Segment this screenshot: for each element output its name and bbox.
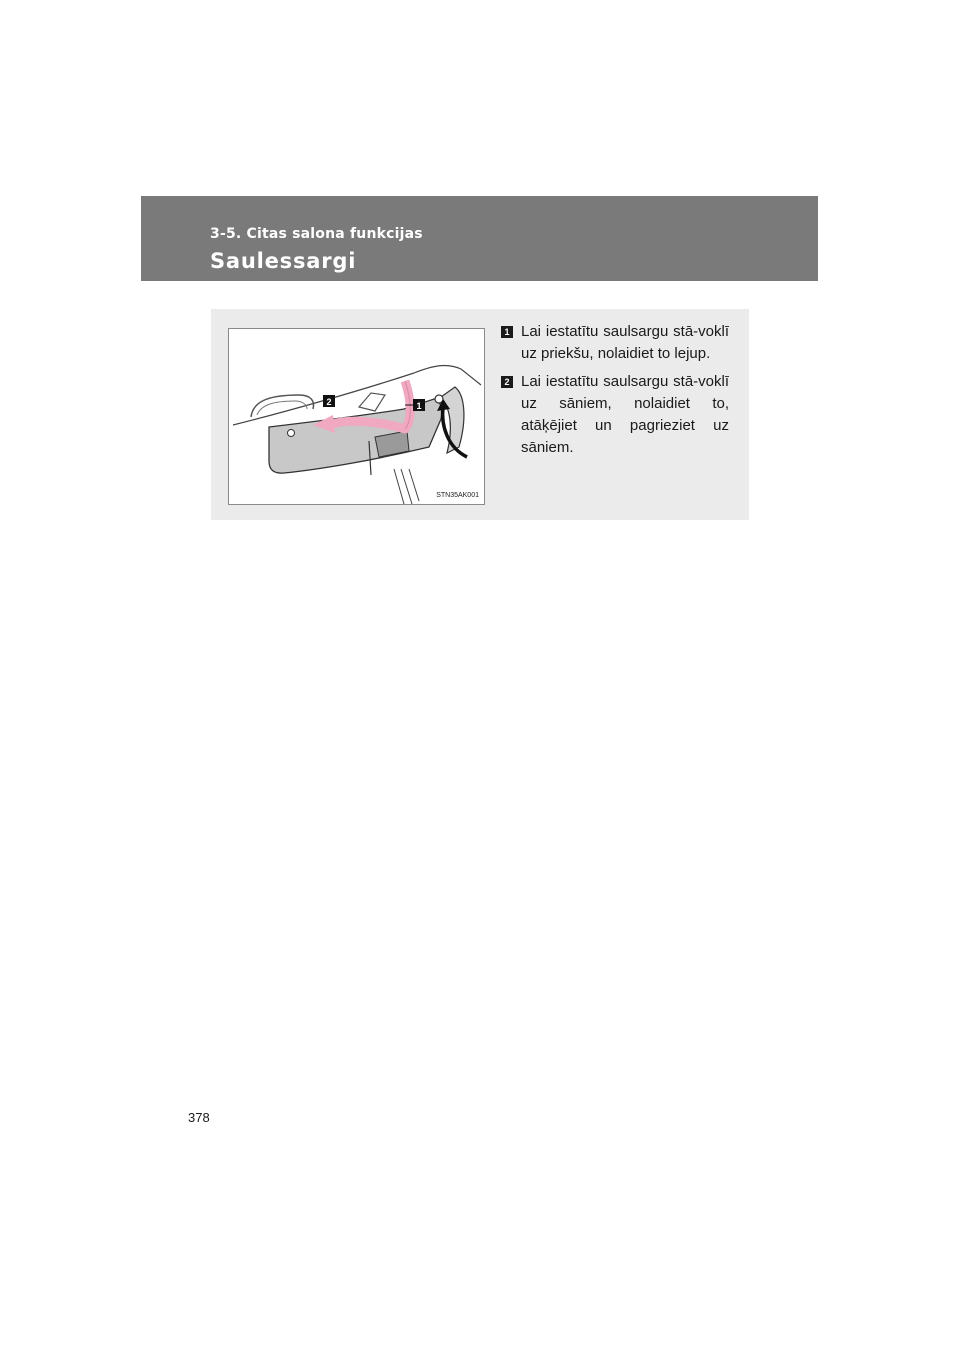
sun-visor-illustration (228, 328, 485, 505)
step-item (501, 321, 729, 365)
step-text: Lai iestatītu saulsargu stā-voklī uz priekšu, nolaidiet to lejup. (521, 323, 729, 362)
callout-1-label: 1 (416, 401, 422, 411)
figure-code: STN35AK001 (436, 492, 479, 499)
step-number-badge: 1 (501, 326, 513, 338)
step-text: Lai iestatītu saulsargu stā-voklī uz sāniem, nolaidiet to, atāķējiet un pagrieziet uz sāniem. (521, 373, 729, 456)
sun-visor-drawing (229, 329, 484, 504)
instruction-panel (211, 309, 749, 520)
page-number: 378 (188, 1110, 210, 1125)
page-title: Saulessargi (210, 249, 357, 273)
section-label: 3-5. Citas salona funkcijas (210, 226, 423, 242)
callout-2-label: 2 (326, 397, 332, 407)
section-header-band (141, 196, 818, 281)
step-item (501, 371, 729, 459)
step-list (501, 321, 729, 465)
step-number-badge: 2 (501, 376, 513, 388)
